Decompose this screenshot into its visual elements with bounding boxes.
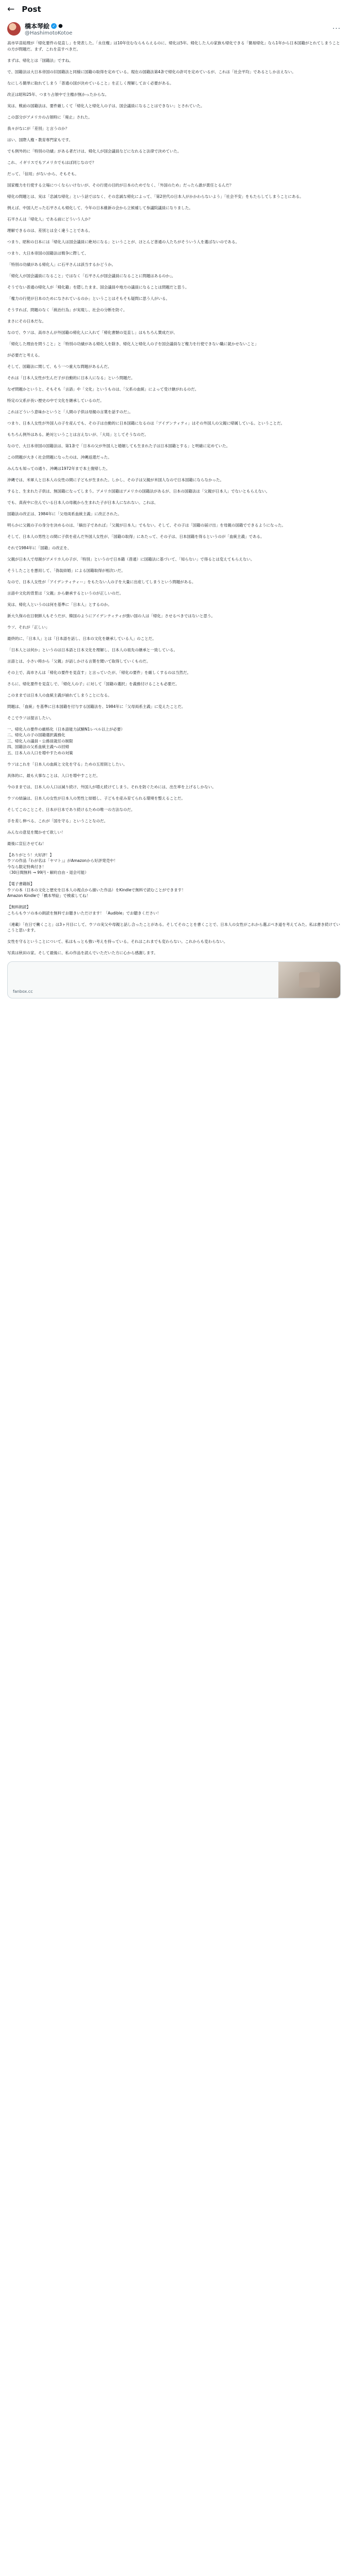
post-paragraph: 「帰化した理由を問うこと」と「特別の功績がある帰化人を除き、帰化人と帰化人の子を国会議員など権力を行使できない職に就かせないこと」	[7, 341, 259, 346]
post-paragraph: つまり、日本人女性が外国人の子を産んでも、その子は自動的に日本国籍になるのは「アイデンティティ」はその外国人の父親に帰属している。ということだ。	[7, 420, 285, 426]
post-paragraph: 高市早苗総理が「帰化要件の見直し」を発表した。「永住権」は10年住むならもらえるのに、帰化は5年。帰化した人の家族も帰化できる「簡易帰化」なら1年から日本国籍がとれてしまうことの方が問題だ。まず、これを直すべきだ。	[7, 41, 340, 52]
post-paragraph: この部分がアメリカの占領時に「廃止」された。	[7, 114, 92, 120]
back-arrow-icon[interactable]: ←	[7, 4, 15, 14]
post-paragraph: もちろん例外はある。絶対ということは言えないが、「大局」としてそうなのだ。	[7, 432, 148, 437]
post-paragraph: 最終的に、「日本人」とは「日本語を話し、日本の文化を継承している人」のことだ。	[7, 636, 156, 641]
post-paragraph: 具体的に、最も大事なことは、人口を増やすことだ。	[7, 773, 100, 778]
top-bar	[0, 0, 348, 19]
post-paragraph: すると、生まれた子供は、無国籍になってしまう。アメリカ国籍はアメリカの国籍法があるが、日本の国籍法は「父親が日本人」でないともらえない。	[7, 488, 270, 494]
post-paragraph: で、国籍法は大日本帝国の旧国籍法と同様に国籍の取得を定めている。現在の国籍法第4条で帰化の許可を定めているが、これは「社会平均」であるとしか言えない。	[7, 69, 296, 74]
post-paragraph: 写真は秋田の家。そして最後に、私の作品を読んでいただいた方に心から感謝します。	[7, 951, 158, 955]
post-paragraph: でも例外的に「特別の功績」がある者だけは、帰化人が国会議員などになれると法律で決めていた。	[7, 148, 181, 154]
post-paragraph: そして、国籍法に関して、もう一つ重大な問題があるんだ。	[7, 364, 112, 369]
post-paragraph: 実は、帰化人というのは何を基準に「日本人」とするのか。	[7, 602, 112, 607]
post-paragraph: 【ありがとう！大好評！】 ウソの作品『わが名は「ヤマト」』がAmazonから好評発売中！ 今なら限定特典付き！ （30日間無料 → 99円・解約自由・退会可能）	[7, 852, 118, 875]
post-paragraph: これはどういう意味かというと「人間の子供は母親の言葉を話すのだ」。	[7, 409, 133, 414]
post-body	[0, 38, 348, 956]
post-paragraph: 「権力の行使が日本のためになされているのか」ということはそもそも疑問に思う人がいる。	[7, 296, 170, 301]
post-paragraph: 最後に宣伝させてね！	[7, 841, 46, 846]
post-paragraph: 新大久保の在日朝鮮人もそうだが、韓国のようにアイデンティティが強い国の人は「帰化」させるべきではないと思う。	[7, 613, 215, 618]
post-paragraph: つまり、大日本帝国の国籍法は戦争に際して、	[7, 250, 89, 256]
post-paragraph: 理解できるのは、差別とは全く違うことである。	[7, 228, 92, 233]
post-paragraph: 国家権力を行使する立場につくならいけないが、その行使の目的が日本のためでなく、「外国のため」だったら誰が責任とるんだ？	[7, 182, 234, 188]
post-paragraph: なので、ウソは、高市さんが外国籍の帰化人に入れて「帰化書類の見直し」はもちろん賛成だが、	[7, 330, 177, 335]
post-paragraph: なので、日本人女性が「アイデンティティー」をもたない人の子を大量に出産してしまうという問題がある。	[7, 579, 196, 584]
post-author	[0, 19, 348, 38]
post-paragraph: はい、国際人権・教育専門家もです。	[7, 137, 73, 142]
avatar[interactable]	[7, 22, 21, 36]
post-paragraph: 石平さんは「帰化人」である前にどういう人か？	[7, 216, 92, 222]
post-paragraph: 実は、戦前の国籍法は、要件厳しくて「帰化人と帰化人の子は、国会議員になることはできない」とされていた。	[7, 103, 205, 108]
post-paragraph: そうしたことを悪用して、「偽装結婚」による国籍取得が相次いだ。	[7, 568, 125, 573]
post-paragraph: このままでは日本人の血統主義が崩れてしまうことになる。	[7, 692, 112, 698]
post-paragraph: 今のままでは、日本人の人口は減り続け、外国人が増え続けてしまう。それを防ぐためには、出生率を上げるしかない。	[7, 784, 216, 789]
post-paragraph: 改正は昭和25年、つまり占領中で主権が無かったからな。	[7, 92, 109, 97]
post-paragraph: 「特別の功績がある帰化人」に石平さんは該当するかどうか。	[7, 262, 115, 267]
post-paragraph: 明らかに父親の子の身分を決めるのは、「嫡出子であれば」「父親が日本人」でもない。そして、その子は「国籍の届け出」を母親の国籍でできるようになった。	[7, 522, 286, 528]
post-paragraph: なぜ問題かというと、そもそも「言語」や「文化」というものは、「父系の血統」によって受け継がれるのだ。	[7, 386, 199, 392]
post-paragraph: その上で、高市さんは「帰化の要件を見直す」と言っていたが、「帰化の要件」を厳しくするのは当然だ。	[7, 670, 191, 675]
post-paragraph: 父親が日本人で母親がアメリカ人の子が、「特別」というので日本籍（普通）に国籍法に基づいて、「知らない」で得るとは変えてもらえない。	[7, 556, 255, 562]
post-paragraph: みんなも知っての通り、沖縄は1972年まで本土復帰した。	[7, 466, 110, 471]
japan-flag-icon: ●	[58, 23, 63, 29]
post-paragraph: 問題は、「血統」を基準に日本国籍を付与する国籍法を、1984年に「父母両系主義」に変えたことだ。	[7, 704, 186, 709]
post-paragraph: 手を差し伸べる、これが「国を守る」ということなのだ。	[7, 818, 108, 823]
post-paragraph: そうでない普通の帰化人が「帰化籍」を隠したまま、国会議員や地方の議員になることは問題だと思う。	[7, 284, 189, 290]
post-paragraph: 「日本人とは何か」というのは日本語と日本文化を理解し、日本人の祖先の継承と一致している。	[7, 647, 177, 652]
post-paragraph: 我々がなにが「差別」と言うのか？	[7, 126, 69, 131]
post-paragraph: それで1984年に「国籍」の改正を、	[7, 545, 72, 550]
post-paragraph: 沖縄では、米軍人と日本人の女性の間に子どもが生まれた。しかし、その子は父親が米国人なので日本国籍にならなかった。	[7, 477, 224, 482]
post-paragraph: 【無料朗読】 こちらもウソの本の朗読を無料でお聴きいただけます！「Audible」でお聴きください！	[7, 905, 161, 916]
post-paragraph: 女性を守るということについて、私はもっとも強い考えを持っている。それはこれまでも変わらない。これからも変わらない。	[7, 939, 228, 944]
post-paragraph: 国籍法の改正は、1984年に「父母両系血統主義」に改正された。	[7, 511, 122, 516]
verified-badge-icon: ✓	[51, 23, 57, 29]
post-paragraph: そうすれば、問題のなく「統治行為」が実現し、社会の分断を防ぐ。	[7, 307, 127, 312]
post-paragraph: 特定の父系が長い歴史の中で文化を継承しているのだ。	[7, 398, 104, 403]
post-paragraph: 言語や文化的背景は「父親」から継承するというのが正しいのだ。	[7, 590, 123, 596]
post-paragraph: そこでウソは提言したい。	[7, 715, 54, 720]
post-paragraph: みんなの意見を聞かせて欲しい！	[7, 829, 65, 835]
post-paragraph: 「帰化人が国会議員になること」ではなく「石平さんが国会議員になることに問題はあるのか」。	[7, 273, 176, 278]
more-options-icon[interactable]: ···	[332, 25, 341, 33]
post-paragraph: ウソはこれを「日本人の血統と文化を守る」ための五原則としたい。	[7, 761, 127, 767]
post-paragraph: が必要だと考える。	[7, 352, 42, 358]
link-preview-card[interactable]	[7, 961, 341, 998]
post-paragraph: さらに、帰化要件を見直しで、「帰化人の子」に対して「国籍の選択」を義務付けることも必要だ。	[7, 681, 179, 686]
post-paragraph: それは「日本人女性が生んだ子が自動的に日本人になる」という問題だ。	[7, 375, 135, 380]
post-paragraph: 一、帰化人の要件の厳格化（日本語能力試験N1レベル以上が必要） 二、帰化人の子の国籍選択義務化 三、帰化人の議員・公務員就任の制限 四、国籍法の父系血統主義への回帰 五、日本人の人口を増やすための対策	[7, 726, 125, 755]
post-paragraph: （連載）「在日で働くこと」は3ヶ月目にして、ウソの実父や母親と話し合ったことがある。そしてそのことを書くことで、日本人の女性がこれから選ぶべき道を考えてみた。私は書き続けていこうと思います。	[7, 922, 340, 933]
post-paragraph: この問題が大きく社会問題になったのは、沖縄返還だった。	[7, 454, 112, 460]
post-paragraph: ウソ、それが「正しい」	[7, 624, 49, 630]
post-paragraph: だって、「信用」がないから、そもそも。	[7, 171, 79, 176]
post-paragraph: なにしろ簡単に取れてしまう「普通の国が決めていること」を正しく理解しておく必要がある。	[7, 80, 174, 86]
preview-domain: fanbox.cc	[13, 989, 33, 994]
post-paragraph: ウソの結論は、日本人の女性が日本人の男性と結婚し、子どもを産み育てられる環境を整えることだ。	[7, 795, 185, 801]
post-paragraph: 例えば、中国人だった石平さんも帰化して、今年の日本維新の会から立候補して参議院議員になりました。	[7, 205, 193, 210]
post-paragraph: なので、大日本帝国の国籍法は、第1条で「日本の父が外国人と婚姻しても生まれた子は日本国籍とする」と明確に定めていた。	[7, 443, 230, 448]
page-title: Post	[22, 5, 41, 14]
post-paragraph: 言語とは、小さい時から「父親」が話しかける言葉を聞いて取得していくものだ。	[7, 658, 151, 664]
author-name[interactable]: 橋本琴絵	[25, 23, 50, 30]
author-handle[interactable]: @HashimotoKotoe	[25, 30, 73, 36]
post-paragraph: 【電子書籍版】 ウソの本（日本の文化と歴史を日本人の視点から描いた作品）をKindleで無料で読むことができます！ Amazon Kindleで「橋本琴絵」で検索してね！	[7, 882, 186, 898]
post-paragraph: そして、日本人の男性との間に子供を産んだ外国人女性が、「国籍の取得」にあたって、その子は、日本国籍を得るというのが「血統主義」である。	[7, 534, 264, 539]
post-paragraph: まずは、帰化とは「国籍法」ですね。	[7, 58, 73, 63]
photo-icon	[299, 972, 320, 988]
post-paragraph: まさにその日本だな。	[7, 318, 46, 324]
post-paragraph: そしてこのことこそ、日本が日本であり続けるための唯一の方法なのだ。	[7, 807, 135, 812]
post-paragraph: 帰化の問題とは、実は「忠誠な帰化」という話ではなく、その忠誠な帰化によって、「第2世代の日本人がかかわらないよう」「社会不安」をもたらしてしまうことにある。	[7, 194, 304, 199]
post-paragraph: これ、イギリスでもアメリカでもはぼ同じなので？	[7, 160, 96, 165]
post-paragraph: つまり、昭和の日本には「帰化人は国会議員に絶対になる」ということが、ほとんど普通の人たちがそういう人を選ばないのである。	[7, 239, 239, 244]
post-paragraph: でも、真夜中に住んでいる日本人の母親から生まれた子が日本人になれない。これは、	[7, 500, 158, 505]
